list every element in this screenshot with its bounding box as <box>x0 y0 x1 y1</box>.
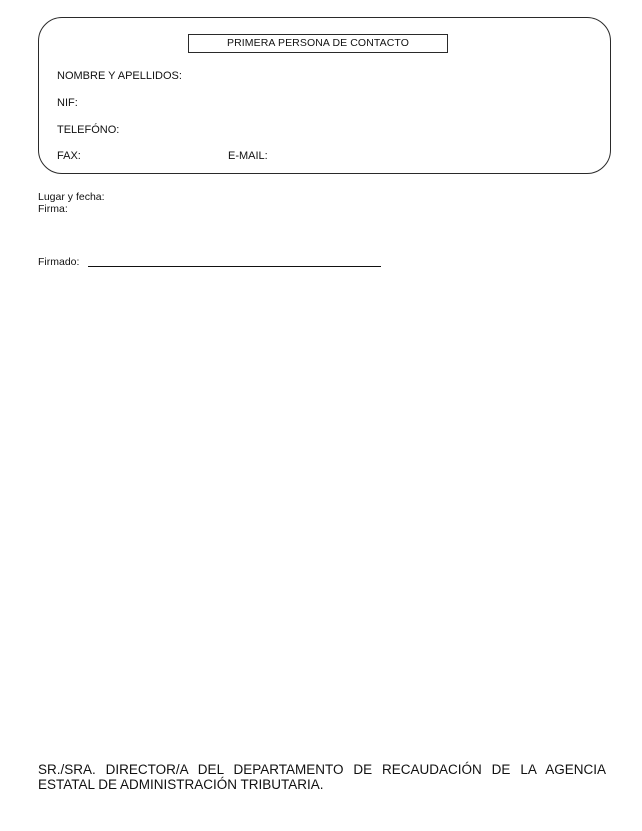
signature-line <box>88 266 381 267</box>
email-label: E-MAIL: <box>228 150 268 162</box>
contact-box-title: PRIMERA PERSONA DE CONTACTO <box>188 34 448 53</box>
place-date-label: Lugar y fecha: <box>38 191 105 203</box>
signed-label: Firmado: <box>38 256 80 268</box>
name-label: NOMBRE Y APELLIDOS: <box>57 70 182 82</box>
signature-label: Firma: <box>38 203 68 215</box>
contact-person-box <box>38 17 611 174</box>
recipient-address: SR./SRA. DIRECTOR/A DEL DEPARTAMENTO DE RECAUDACIÓN DE LA AGENCIA ESTATAL DE ADMINISTRACIÓN TRIBUTARIA. <box>38 762 606 792</box>
fax-label: FAX: <box>57 150 81 162</box>
nif-label: NIF: <box>57 97 78 109</box>
phone-label: TELEFÓNO: <box>57 124 120 136</box>
